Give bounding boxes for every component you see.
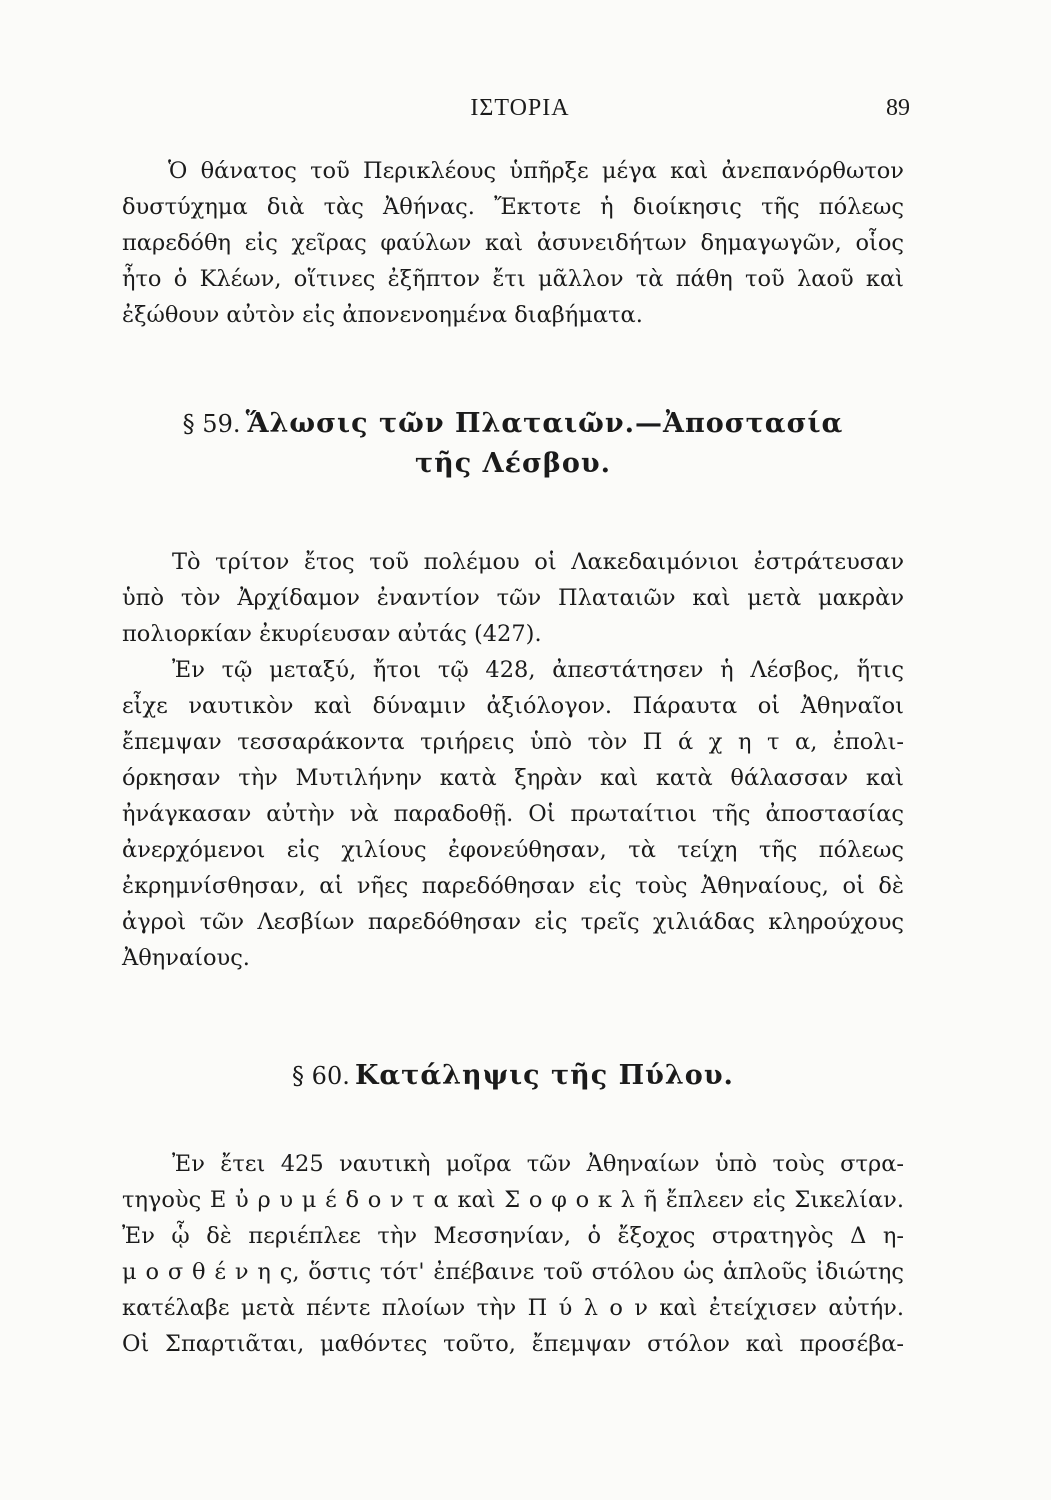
paragraph-pylos [122,1146,904,1362]
text-line: ἦτο ὁ Κλέων, οἵτινες ἐξῆπτον ἔτι μᾶλλον τὰ πάθη τοῦ λαοῦ καὶ [122,266,904,292]
text-line: εἶχε ναυτικὸν καὶ δύναμιν ἀξιόλογον. Πάραυτα οἱ Ἀθηναῖοι [122,693,904,719]
text-line: ἀνερχόμενοι εἰς χιλίους ἐφονεύθησαν, τὰ τείχη τῆς πόλεως [122,837,904,863]
section-59-heading-line-2 [122,444,904,484]
text-line: ἀγροὶ τῶν Λεσβίων παρεδόθησαν εἰς τρεῖς χιλιάδας κληρούχους [122,909,904,935]
text-line: μ ο σ θ έ ν η ς, ὅστις τότ' ἐπέβαινε τοῦ στόλου ὡς ἁπλοῦς ἰδιώτης [122,1259,904,1285]
text-line: τηγοὺς Ε ὐ ρ υ μ έ δ ο ν τ α καὶ Σ ο φ ο κ λ ῆ ἔπλεεν εἰς Σικελίαν. [122,1187,904,1213]
text-line: Ἐν ἔτει 425 ναυτικὴ μοῖρα τῶν Ἀθηναίων ὑπὸ τοὺς στρα- [172,1151,904,1177]
text-line: ἐκρημνίσθησαν, αἱ νῆες παρεδόθησαν εἰς τοὺς Ἀθηναίους, οἱ δὲ [122,873,904,899]
section-59-heading [122,404,904,484]
section-59-title: Ἅλωσις τῶν Πλαταιῶν.—Ἀποστασία [245,408,844,439]
text-line: Ἐν ᾧ δὲ περιέπλεε τὴν Μεσσηνίαν, ὁ ἔξοχος στρατηγὸς Δ η- [122,1223,904,1249]
text-line: ἐξώθουν αὐτὸν εἰς ἀπονενοημένα διαβήματα. [122,302,643,328]
page-number: 89 [886,95,910,121]
paragraph-plataea [122,544,904,652]
paragraph-lesbos [122,652,904,976]
text-line: όρκησαν τὴν Μυτιλήνην κατὰ ξηρὰν καὶ κατὰ θάλασσαν καὶ [122,765,904,791]
paragraph-pericles-death [122,153,904,333]
section-60-number: § 60. [292,1062,350,1090]
text-line: δυστύχημα διὰ τὰς Ἀθήνας. Ἔκτοτε ἡ διοίκησις τῆς πόλεως [122,194,904,220]
text-line: Τὸ τρίτον ἔτος τοῦ πολέμου οἱ Λακεδαιμόνιοι ἐστράτευσαν [172,549,904,575]
text-line: ἔπεμψαν τεσσαράκοντα τριήρεις ὑπὸ τὸν Π ά χ η τ α, ἐπολι- [122,729,904,755]
section-59-number: § 59. [182,410,241,438]
running-title: ΙΣΤΟΡΙΑ [470,95,570,121]
text-line: κατέλαβε μετὰ πέντε πλοίων τὴν Π ύ λ ο ν καὶ ἐτείχισεν αὐτήν. [122,1295,904,1321]
text-line: ὑπὸ τὸν Ἀρχίδαμον ἐναντίον τῶν Πλαταιῶν καὶ μετὰ μακρὰν [122,585,904,611]
section-60-title: Κατάληψις τῆς Πύλου. [354,1060,734,1091]
text-line: παρεδόθη εἰς χεῖρας φαύλων καὶ ἀσυνειδήτων δημαγωγῶν, οἷος [122,230,904,256]
text-line: Ὁ θάνατος τοῦ Περικλέους ὑπῆρξε μέγα καὶ ἀνεπανόρθωτον [168,158,904,184]
section-60-heading [122,1056,904,1096]
section-59-heading-line [122,404,904,444]
section-59-title-continuation: τῆς Λέσβου. [415,448,611,479]
page-header [120,95,920,135]
text-line: πολιορκίαν ἐκυρίευσαν αὐτάς (427). [122,621,542,647]
text-line: ἠνάγκασαν αὐτὴν νὰ παραδοθῇ. Οἱ πρωταίτιοι τῆς ἀποστασίας [122,801,904,827]
text-line: Ἀθηναίους. [122,945,250,971]
text-line: Ἐν τῷ μεταξύ, ἤτοι τῷ 428, ἀπεστάτησεν ἡ Λέσβος, ἥτις [172,657,904,683]
section-60-heading-line [122,1056,904,1096]
text-line: Οἱ Σπαρτιᾶται, μαθόντες τοῦτο, ἔπεμψαν στόλον καὶ προσέβα- [122,1331,904,1357]
